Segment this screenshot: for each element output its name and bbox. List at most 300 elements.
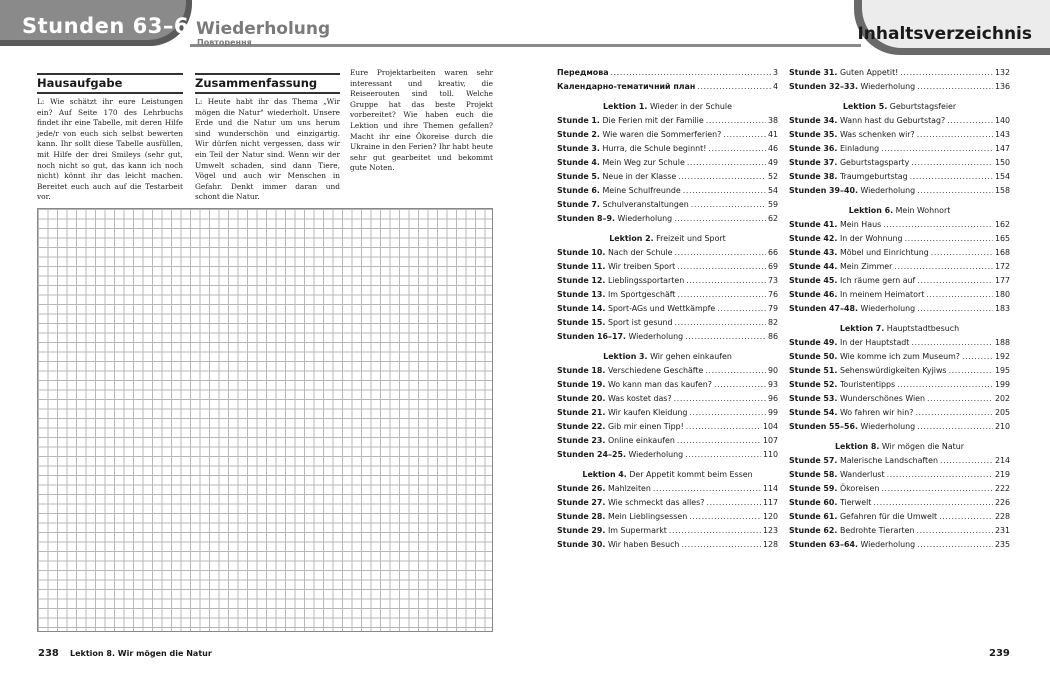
toc-leader-dots: [949, 364, 993, 378]
toc-leader-dots: [873, 496, 993, 510]
toc-entry: [557, 538, 778, 552]
toc-leader-dots: [917, 302, 993, 316]
toc-entry: [557, 364, 778, 378]
toc-entry-page: 38: [767, 116, 778, 125]
toc-entry-page: 147: [994, 144, 1010, 153]
toc-entry-title: Die Ferien mit der Familie: [602, 116, 704, 125]
toc-entry-title: Wiederholung: [860, 186, 916, 195]
toc-leader-dots: [683, 184, 766, 198]
toc-entry: [789, 350, 1010, 364]
toc-entry-label: Stunde 31.: [789, 68, 838, 77]
toc-entry-page: 66: [767, 248, 778, 257]
toc-leader-dots: [675, 246, 766, 260]
toc-leader-dots: [940, 454, 993, 468]
toc-entry-title: Wir treiben Sport: [607, 262, 676, 271]
toc-entry-title: Wiederholung: [628, 332, 684, 341]
toc-lektion-title: Wir mögen die Natur: [881, 442, 964, 451]
toc-lektion-heading: [557, 468, 778, 482]
toc-entry-title: Wunderschönes Wien: [839, 394, 925, 403]
toc-entry-title: Traumgeburtstag: [839, 172, 908, 181]
toc-leader-dots: [689, 510, 761, 524]
toc-entry-page: 120: [762, 512, 778, 521]
toc-entry-label: Stunde 60.: [789, 498, 838, 507]
toc-lektion-number: Lektion 8.: [834, 442, 880, 451]
toc-lektion-title: Mein Wohnort: [895, 206, 951, 215]
toc-entry-page: 52: [767, 172, 778, 181]
toc-entry-label: Stunde 43.: [789, 248, 838, 257]
toc-leader-dots: [686, 420, 761, 434]
toc-entry-label: Stunde 38.: [789, 172, 838, 181]
toc-leader-dots: [674, 212, 766, 226]
toc-entry-page: 140: [994, 116, 1010, 125]
toc-entry-label: Stunde 1.: [557, 116, 600, 125]
toc-entry-page: 96: [767, 394, 778, 403]
toc-entry: [557, 330, 778, 344]
toc-entry: [557, 246, 778, 260]
toc-entry-label: Stunde 49.: [789, 338, 838, 347]
toc-entry-label: Stunde 14.: [557, 304, 606, 313]
toc-entry: [789, 246, 1010, 260]
toc-entry: [789, 468, 1010, 482]
toc-entry-label: Stunde 44.: [789, 262, 838, 271]
toc-entry: [789, 510, 1010, 524]
toc-entry-title: Schulveranstaltungen: [602, 200, 689, 209]
toc-lektion-number: Lektion 3.: [603, 352, 648, 361]
toc-entry-title: Im Sportgeschäft: [607, 290, 676, 299]
toc-entry-title: Im Supermarkt: [607, 526, 667, 535]
toc-leader-dots: [675, 316, 766, 330]
toc-leader-dots: [962, 350, 993, 364]
toc-entry-page: 165: [994, 234, 1010, 243]
toc-leader-dots: [691, 198, 766, 212]
lesson-subtitle: Wiederholung: [196, 19, 331, 39]
toc-entry: [789, 80, 1010, 94]
toc-entry: [789, 114, 1010, 128]
toc-entry-label: Stunde 46.: [789, 290, 838, 299]
toc-lektion-number: Lektion 4.: [582, 470, 627, 479]
toc-entry-page: 114: [762, 484, 778, 493]
toc-entry-title: Malerische Landschaften: [839, 456, 938, 465]
toc-entry-page: 158: [994, 186, 1010, 195]
toc-entry-page: 219: [994, 470, 1010, 479]
toc-leader-dots: [714, 378, 766, 392]
toc-entry: [789, 482, 1010, 496]
toc-entry-title: Wie schmeckt das alles?: [607, 498, 705, 507]
toc-entry-page: 195: [994, 366, 1010, 375]
toc-entry-title: Touristentipps: [839, 380, 896, 389]
right-page: [525, 0, 1050, 683]
toc-lektion-heading: [789, 440, 1010, 454]
toc-entry-title: Ich räume gern auf: [839, 276, 916, 285]
toc-entry-label: Stunden 39–40.: [789, 186, 858, 195]
toc-lektion-heading: [789, 204, 1010, 218]
toc-entry-label: Stunde 2.: [557, 130, 600, 139]
toc-entry-page: 150: [994, 158, 1010, 167]
toc-leader-dots: [669, 524, 761, 538]
toc-entry-label: Stunde 29.: [557, 526, 606, 535]
toc-entry-label: Stunde 22.: [557, 422, 606, 431]
toc-entry: [789, 156, 1010, 170]
toc-entry-label: Stunde 3.: [557, 144, 600, 153]
toc-entry-page: 136: [994, 82, 1010, 91]
toc-entry-label: Передмова: [557, 68, 609, 77]
toc-entry-label: Stunde 21.: [557, 408, 606, 417]
toc-leader-dots: [611, 66, 771, 80]
toc-entry: [789, 364, 1010, 378]
toc-entry-page: 93: [767, 380, 778, 389]
toc-entry: [557, 434, 778, 448]
toc-entry-page: 183: [994, 304, 1010, 313]
toc-entry-label: Stunde 61.: [789, 512, 838, 521]
toc-leader-dots: [917, 184, 993, 198]
toc-entry-title: In der Hauptstadt: [839, 338, 910, 347]
toc-lektion-title: Wieder in der Schule: [649, 102, 732, 111]
toc-entry-page: 41: [767, 130, 778, 139]
toc-entry-title: Wie komme ich zum Museum?: [839, 352, 960, 361]
toc-entry: [557, 392, 778, 406]
toc-entry-label: Stunde 41.: [789, 220, 838, 229]
toc-entry: [789, 66, 1010, 80]
toc-entry-title: Was schenken wir?: [839, 130, 915, 139]
toc-entry-title: In meinem Heimatort: [839, 290, 925, 299]
toc-entry-label: Stunde 52.: [789, 380, 838, 389]
toc-leader-dots: [900, 66, 993, 80]
toc-entry: [557, 524, 778, 538]
toc-entry-title: Was kostet das?: [607, 394, 672, 403]
toc-entry-page: 90: [767, 366, 778, 375]
toc-leader-dots: [723, 128, 766, 142]
toc-entry: [557, 288, 778, 302]
toc-entry-page: 107: [762, 436, 778, 445]
toc-entry-page: 205: [994, 408, 1010, 417]
toc-entry-label: Stunde 13.: [557, 290, 606, 299]
toc-entry: [789, 274, 1010, 288]
toc-entry: [789, 288, 1010, 302]
toc-entry-title: In der Wohnung: [839, 234, 903, 243]
toc-entry-label: Stunde 15.: [557, 318, 606, 327]
toc-entry-title: Wann hast du Geburtstag?: [839, 116, 946, 125]
toc-entry-page: 214: [994, 456, 1010, 465]
toc-entry-title: Mahlzeiten: [607, 484, 651, 493]
toc-lektion-number: Lektion 6.: [848, 206, 894, 215]
toc-leader-dots: [881, 142, 993, 156]
toc-leader-dots: [926, 288, 993, 302]
toc-entry-title: Verschiedene Geschäfte: [607, 366, 704, 375]
toc-leader-dots: [917, 80, 993, 94]
toc-entry-label: Stunden 63–64.: [789, 540, 858, 549]
toc-entry: [557, 170, 778, 184]
toc-entry-title: Wir haben Besuch: [607, 540, 680, 549]
lesson-title: Stunden 63–64: [22, 14, 205, 38]
toc-entry-page: 49: [767, 158, 778, 167]
toc-entry-label: Stunde 30.: [557, 540, 606, 549]
toc-entry-label: Stunden 8–9.: [557, 214, 615, 223]
toc-entry-page: 154: [994, 172, 1010, 181]
toc-entry: [557, 496, 778, 510]
toc-entry-page: 235: [994, 540, 1010, 549]
toc-leader-dots: [653, 482, 761, 496]
toc-entry-label: Stunde 42.: [789, 234, 838, 243]
toc-entry: [789, 184, 1010, 198]
toc-entry-title: Gib mir einen Tipp!: [607, 422, 684, 431]
toc-entry: [557, 212, 778, 226]
toc-lektion-number: Lektion 7.: [839, 324, 885, 333]
toc-leader-dots: [717, 302, 766, 316]
toc-leader-dots: [697, 80, 771, 94]
toc-entry: [789, 392, 1010, 406]
toc-leader-dots: [687, 156, 766, 170]
toc-entry: [789, 336, 1010, 350]
toc-leader-dots: [689, 406, 766, 420]
toc-entry-label: Stunde 53.: [789, 394, 838, 403]
toc-entry: [789, 218, 1010, 232]
toc-entry-title: Sport-AGs und Wettkämpfe: [607, 304, 716, 313]
toc-column-2: [789, 66, 1010, 552]
toc-lektion-heading: [557, 100, 778, 114]
toc-lektion-heading: [557, 232, 778, 246]
toc-entry-page: 4: [772, 82, 778, 91]
toc-leader-dots: [927, 392, 993, 406]
toc-entry-title: Hurra, die Schule beginnt!: [602, 144, 707, 153]
zusammenfassung-text: L: Heute habt ihr das Thema „Wir mögen die Natur" wiederholt. Unsere Erde und die Natur um uns herum sind wunderschön und einzigartig. Wir dürfen nicht vergessen, dass wir ein Teil der Natur sind. Wenn wir der Umwelt schaden, sind dann Tiere, Vögel und auch wir Menschen in Gefahr. Denkt immer daran und schont die Natur.: [195, 97, 340, 202]
toc-entry-page: 222: [994, 484, 1010, 493]
toc-entry: [557, 184, 778, 198]
toc-leader-dots: [916, 524, 992, 538]
toc-entry-page: 123: [762, 526, 778, 535]
toc-entry-title: Mein Lieblingsessen: [607, 512, 688, 521]
toc-entry-title: Gefahren für die Umwelt: [839, 512, 938, 521]
toc-entry: [789, 260, 1010, 274]
toc-entry-title: Wanderlust: [839, 470, 885, 479]
toc-entry-title: Wo kann man das kaufen?: [607, 380, 712, 389]
toc-leader-dots: [910, 170, 993, 184]
toc-leader-dots: [917, 538, 993, 552]
toc-leader-dots: [685, 330, 766, 344]
toc-entry-title: Lieblingssportarten: [607, 276, 685, 285]
toc-entry-page: 172: [994, 262, 1010, 271]
toc-entry: [789, 142, 1010, 156]
toc-entry-label: Stunde 11.: [557, 262, 606, 271]
toc-leader-dots: [939, 510, 993, 524]
toc-entry-label: Stunde 12.: [557, 276, 606, 285]
toc-lektion-title: Freizeit und Sport: [656, 234, 726, 243]
toc-entry-label: Stunde 26.: [557, 484, 606, 493]
toc-leader-dots: [678, 170, 766, 184]
toc-entry-page: 192: [994, 352, 1010, 361]
toc-entry-page: 73: [767, 276, 778, 285]
toc-entry-label: Stunden 47–48.: [789, 304, 858, 313]
toc-entry-label: Stunde 6.: [557, 186, 600, 195]
toc-leader-dots: [887, 468, 993, 482]
toc-entry-page: 177: [994, 276, 1010, 285]
toc-entry-label: Stunden 32–33.: [789, 82, 858, 91]
toc-entry-page: 69: [767, 262, 778, 271]
toc-entry-page: 59: [767, 200, 778, 209]
toc-entry-label: Stunde 34.: [789, 116, 838, 125]
toc-entry: [789, 454, 1010, 468]
toc-entry-title: Möbel und Einrichtung: [839, 248, 929, 257]
toc-leader-dots: [685, 448, 761, 462]
toc-leader-dots: [883, 218, 993, 232]
toc-entry-title: Geburtstagsparty: [839, 158, 910, 167]
toc-entry-page: 110: [762, 450, 778, 459]
toc-entry-title: Sehenswürdigkeiten Kyjiws: [839, 366, 947, 375]
toc-entry: [557, 482, 778, 496]
toc-lektion-number: Lektion 1.: [603, 102, 648, 111]
toc-leader-dots: [897, 378, 993, 392]
toc-entry-label: Stunden 55–56.: [789, 422, 858, 431]
toc-entry-page: 3: [772, 68, 778, 77]
hausaufgabe-heading: Hausaufgabe: [37, 73, 183, 94]
toc-entry-page: 104: [762, 422, 778, 431]
toc-entry-label: Stunde 59.: [789, 484, 838, 493]
page-number: 238: [38, 648, 59, 659]
toc-entry: [557, 302, 778, 316]
header-rule: [525, 44, 861, 47]
toc-entry-title: Wiederholung: [860, 304, 916, 313]
toc-entry-label: Stunde 23.: [557, 436, 606, 445]
toc-entry: [557, 510, 778, 524]
toc-entry-label: Stunde 4.: [557, 158, 600, 167]
toc-leader-dots: [705, 364, 766, 378]
toc-entry-label: Stunden 16–17.: [557, 332, 626, 341]
toc-entry-title: Bedrohte Tierarten: [839, 526, 915, 535]
toc-entry-page: 128: [762, 540, 778, 549]
toc-leader-dots: [677, 434, 761, 448]
toc-leader-dots: [681, 538, 760, 552]
toc-lektion-title: Hauptstadtbesuch: [886, 324, 960, 333]
toc-entry-label: Stunde 51.: [789, 366, 838, 375]
toc-entry: [789, 538, 1010, 552]
toc-entry-label: Stunde 5.: [557, 172, 600, 181]
toc-entry-label: Stunde 50.: [789, 352, 838, 361]
notes-grid: [37, 208, 493, 632]
hausaufgabe-text: L: Wie schätzt ihr eure Leistungen ein? Auf Seite 170 des Lehrbuchs findet ihr eine Tabelle, mit deren Hilfe jede/r von euch sich selbst bewerten kann. Ihr sollt diese Tabelle ausfüllen, mit Hilfe der drei Smileys (sehr gut, noch nicht so gut, das kann ich noch nicht) könnt ihr das leicht machen. Bereitet euch auch auf die Testarbeit vor.: [37, 97, 183, 202]
toc-entry: [557, 66, 778, 80]
toc-entry: [789, 232, 1010, 246]
toc-entry-title: Wiederholung: [860, 82, 916, 91]
toc-entry: [789, 524, 1010, 538]
toc-entry-page: 62: [767, 214, 778, 223]
toc-entry-page: 132: [994, 68, 1010, 77]
toc-lektion-heading: [789, 322, 1010, 336]
toc-entry-label: Stunde 62.: [789, 526, 838, 535]
toc-entry-label: Stunde 27.: [557, 498, 606, 507]
toc-entry-title: Online einkaufen: [607, 436, 675, 445]
toc-entry-label: Stunde 57.: [789, 456, 838, 465]
toc-leader-dots: [686, 274, 766, 288]
toc-leader-dots: [706, 114, 766, 128]
toc-entry-title: Wiederholung: [860, 540, 916, 549]
toc-entry-page: 202: [994, 394, 1010, 403]
toc-entry-label: Календарно-тематичний план: [557, 82, 696, 91]
toc-entry-page: 210: [994, 422, 1010, 431]
toc-leader-dots: [917, 128, 993, 142]
toc-entry-title: Wir kaufen Kleidung: [607, 408, 688, 417]
toc-leader-dots: [905, 232, 993, 246]
toc-leader-dots: [881, 482, 993, 496]
toc-entry-title: Guten Appetit!: [839, 68, 899, 77]
toc-entry-title: Sport ist gesund: [607, 318, 673, 327]
toc-leader-dots: [894, 260, 993, 274]
toc-entry-title: Wo fahren wir hin?: [839, 408, 914, 417]
toc-entry: [789, 420, 1010, 434]
toc-leader-dots: [674, 392, 766, 406]
toc-entry-label: Stunde 20.: [557, 394, 606, 403]
toc-leader-dots: [678, 288, 766, 302]
toc-entry-title: Mein Zimmer: [839, 262, 893, 271]
toc-leader-dots: [911, 156, 993, 170]
toc-lektion-heading: [789, 100, 1010, 114]
toc-leader-dots: [911, 336, 993, 350]
toc-lektion-title: Wir gehen einkaufen: [650, 352, 732, 361]
toc-entry-title: Wie waren die Sommerferien?: [602, 130, 722, 139]
toc-entry-label: Stunde 19.: [557, 380, 606, 389]
toc-entry-page: 143: [994, 130, 1010, 139]
toc-entry: [557, 260, 778, 274]
toc-entry-title: Tierwelt: [839, 498, 872, 507]
toc-entry-label: Stunde 35.: [789, 130, 838, 139]
toc-entry-page: 117: [762, 498, 778, 507]
toc-entry: [557, 406, 778, 420]
toc-entry: [557, 198, 778, 212]
zusammenfassung-heading: Zusammenfassung: [195, 73, 340, 94]
lesson-subtitle-ua: Повторення: [197, 38, 252, 47]
toc-leader-dots: [917, 420, 993, 434]
toc-lektion-number: Lektion 5.: [842, 102, 888, 111]
toc-entry-label: Stunde 18.: [557, 366, 606, 375]
toc-entry-label: Stunde 58.: [789, 470, 838, 479]
toc-entry-title: Mein Haus: [839, 220, 882, 229]
toc-entry-page: 168: [994, 248, 1010, 257]
toc-entry-label: Stunde 45.: [789, 276, 838, 285]
toc-entry-page: 46: [767, 144, 778, 153]
toc-leader-dots: [677, 260, 766, 274]
toc-lektion-heading: [557, 350, 778, 364]
toc-entry-label: Stunde 10.: [557, 248, 606, 257]
toc-lektion-number: Lektion 2.: [609, 234, 654, 243]
toc-entry-page: 86: [767, 332, 778, 341]
toc-entry-page: 231: [994, 526, 1010, 535]
toc-entry: [557, 448, 778, 462]
toc-entry-title: Wiederholung: [617, 214, 673, 223]
toc-entry-label: Stunde 54.: [789, 408, 838, 417]
toc-entry-title: Nach der Schule: [607, 248, 673, 257]
toc-leader-dots: [706, 496, 760, 510]
toc-entry-page: 79: [767, 304, 778, 313]
toc-entry: [557, 420, 778, 434]
toc-lektion-title: Der Appetit kommt beim Essen: [629, 470, 753, 479]
toc-entry: [789, 496, 1010, 510]
toc-entry: [789, 406, 1010, 420]
toc-entry-page: 180: [994, 290, 1010, 299]
toc-entry-page: 76: [767, 290, 778, 299]
toc-entry-title: Mein Weg zur Schule: [602, 158, 685, 167]
toc-entry-title: Einladung: [839, 144, 880, 153]
running-footer: Lektion 8. Wir mögen die Natur: [70, 649, 212, 658]
toc-entry-title: Wiederholung: [628, 450, 684, 459]
toc-leader-dots: [915, 406, 992, 420]
toc-entry-label: Stunde 28.: [557, 512, 606, 521]
toc-entry: [557, 128, 778, 142]
toc-entry-label: Stunden 24–25.: [557, 450, 626, 459]
toc-entry: [557, 316, 778, 330]
toc-entry-label: Stunde 37.: [789, 158, 838, 167]
toc-entry: [557, 114, 778, 128]
toc-column-1: [557, 66, 778, 552]
toc-entry: [557, 274, 778, 288]
toc-entry: [789, 170, 1010, 184]
